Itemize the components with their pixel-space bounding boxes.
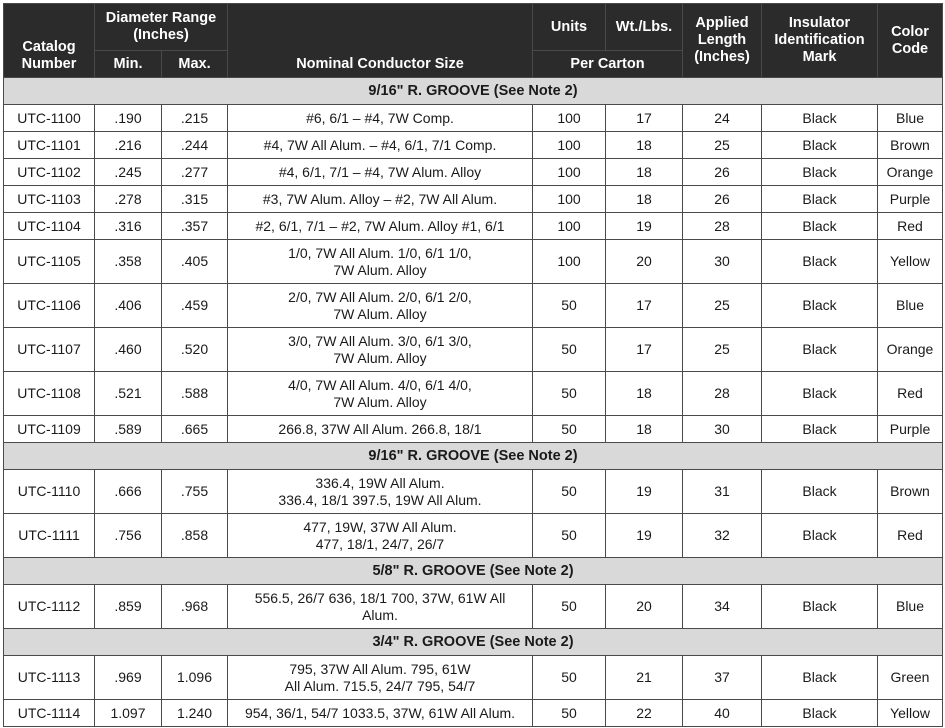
catalog-cell: UTC-1103 bbox=[4, 186, 95, 213]
weight-cell: 19 bbox=[606, 213, 683, 240]
catalog-cell: UTC-1112 bbox=[4, 585, 95, 629]
size-line-1: 477, 19W, 37W All Alum. bbox=[303, 518, 457, 535]
color-cell: Purple bbox=[878, 416, 943, 443]
group-row bbox=[4, 443, 943, 470]
length-cell: 28 bbox=[683, 372, 762, 416]
length-cell: 26 bbox=[683, 159, 762, 186]
size-cell: 954, 36/1, 54/7 1033.5, 37W, 61W All Alum. bbox=[228, 700, 533, 727]
size-cell: #6, 6/1 – #4, 7W Comp. bbox=[228, 105, 533, 132]
size-line-2: 7W Alum. Alloy bbox=[333, 261, 427, 278]
length-cell: 25 bbox=[683, 132, 762, 159]
weight-cell: 18 bbox=[606, 132, 683, 159]
size-line-1: 4/0, 7W All Alum. 4/0, 6/1 4/0, bbox=[288, 376, 472, 393]
size-cell: #2, 6/1, 7/1 – #2, 7W Alum. Alloy #1, 6/1 bbox=[228, 213, 533, 240]
max-cell: .755 bbox=[162, 470, 228, 514]
length-cell: 34 bbox=[683, 585, 762, 629]
min-cell: .589 bbox=[95, 416, 162, 443]
size-cell: #4, 7W All Alum. – #4, 6/1, 7/1 Comp. bbox=[228, 132, 533, 159]
catalog-cell: UTC-1100 bbox=[4, 105, 95, 132]
mark-cell: Black bbox=[762, 372, 878, 416]
size-cell bbox=[228, 240, 533, 284]
units-cell: 100 bbox=[533, 240, 606, 284]
color-cell: Red bbox=[878, 213, 943, 240]
color-cell: Yellow bbox=[878, 700, 943, 727]
table-row bbox=[4, 240, 943, 284]
weight-cell: 18 bbox=[606, 159, 683, 186]
color-cell: Brown bbox=[878, 132, 943, 159]
catalog-cell: UTC-1104 bbox=[4, 213, 95, 240]
group-row bbox=[4, 558, 943, 585]
catalog-cell: UTC-1105 bbox=[4, 240, 95, 284]
length-cell: 24 bbox=[683, 105, 762, 132]
min-cell: .521 bbox=[95, 372, 162, 416]
color-cell: Blue bbox=[878, 585, 943, 629]
weight-cell: 19 bbox=[606, 470, 683, 514]
max-cell: .215 bbox=[162, 105, 228, 132]
units-cell: 50 bbox=[533, 416, 606, 443]
color-cell: Orange bbox=[878, 328, 943, 372]
mark-cell: Black bbox=[762, 186, 878, 213]
min-cell: .358 bbox=[95, 240, 162, 284]
group-title: 9/16" R. GROOVE (See Note 2) bbox=[4, 443, 943, 470]
units-cell: 50 bbox=[533, 514, 606, 558]
table-row bbox=[4, 284, 943, 328]
min-cell: .316 bbox=[95, 213, 162, 240]
size-line-1: 1/0, 7W All Alum. 1/0, 6/1 1/0, bbox=[288, 244, 472, 261]
size-line-2: 7W Alum. Alloy bbox=[333, 305, 427, 322]
size-cell: 266.8, 37W All Alum. 266.8, 18/1 bbox=[228, 416, 533, 443]
units-cell: 50 bbox=[533, 372, 606, 416]
length-cell: 30 bbox=[683, 416, 762, 443]
table-row bbox=[4, 159, 943, 186]
color-cell: Red bbox=[878, 372, 943, 416]
mark-cell: Black bbox=[762, 213, 878, 240]
catalog-cell: UTC-1106 bbox=[4, 284, 95, 328]
size-line-1: 795, 37W All Alum. 795, 61W bbox=[289, 660, 471, 677]
weight-cell: 21 bbox=[606, 656, 683, 700]
units-cell: 50 bbox=[533, 585, 606, 629]
weight-cell: 22 bbox=[606, 700, 683, 727]
max-cell: .244 bbox=[162, 132, 228, 159]
catalog-cell: UTC-1111 bbox=[4, 514, 95, 558]
units-cell: 100 bbox=[533, 213, 606, 240]
min-cell: .406 bbox=[95, 284, 162, 328]
size-line-1: 556.5, 26/7 636, 18/1 700, 37W, 61W All bbox=[254, 589, 506, 606]
min-cell: .859 bbox=[95, 585, 162, 629]
header-insulator-identification-mark: Insulator Identification Mark bbox=[762, 4, 878, 78]
color-cell: Green bbox=[878, 656, 943, 700]
color-cell: Brown bbox=[878, 470, 943, 514]
mark-cell: Black bbox=[762, 416, 878, 443]
header-color-code: Color Code bbox=[878, 4, 943, 78]
catalog-cell: UTC-1102 bbox=[4, 159, 95, 186]
catalog-cell: UTC-1110 bbox=[4, 470, 95, 514]
size-line-2: 336.4, 18/1 397.5, 19W All Alum. bbox=[278, 491, 482, 508]
max-cell: .277 bbox=[162, 159, 228, 186]
mark-cell: Black bbox=[762, 240, 878, 284]
weight-cell: 18 bbox=[606, 186, 683, 213]
units-cell: 50 bbox=[533, 700, 606, 727]
length-cell: 26 bbox=[683, 186, 762, 213]
units-cell: 100 bbox=[533, 186, 606, 213]
catalog-cell: UTC-1108 bbox=[4, 372, 95, 416]
weight-cell: 18 bbox=[606, 372, 683, 416]
size-cell bbox=[228, 656, 533, 700]
header-wt-lbs: Wt./Lbs. bbox=[606, 4, 683, 51]
length-cell: 25 bbox=[683, 284, 762, 328]
length-cell: 40 bbox=[683, 700, 762, 727]
weight-cell: 19 bbox=[606, 514, 683, 558]
length-cell: 31 bbox=[683, 470, 762, 514]
table-row bbox=[4, 105, 943, 132]
group-row bbox=[4, 629, 943, 656]
table-row bbox=[4, 132, 943, 159]
header-per-carton: Per Carton bbox=[533, 51, 683, 78]
mark-cell: Black bbox=[762, 328, 878, 372]
table-header bbox=[4, 4, 943, 78]
size-line-2: 477, 18/1, 24/7, 26/7 bbox=[315, 535, 445, 552]
group-row bbox=[4, 78, 943, 105]
max-cell: 1.096 bbox=[162, 656, 228, 700]
table-row bbox=[4, 416, 943, 443]
color-cell: Blue bbox=[878, 105, 943, 132]
catalog-cell: UTC-1101 bbox=[4, 132, 95, 159]
length-cell: 28 bbox=[683, 213, 762, 240]
size-cell bbox=[228, 372, 533, 416]
max-cell: .459 bbox=[162, 284, 228, 328]
header-applied-length: Applied Length (Inches) bbox=[683, 4, 762, 78]
size-line-1: 2/0, 7W All Alum. 2/0, 6/1 2/0, bbox=[288, 288, 472, 305]
size-cell bbox=[228, 328, 533, 372]
table-row bbox=[4, 186, 943, 213]
max-cell: 1.240 bbox=[162, 700, 228, 727]
header-diameter-range: Diameter Range (Inches) bbox=[95, 4, 228, 51]
size-cell bbox=[228, 284, 533, 328]
mark-cell: Black bbox=[762, 159, 878, 186]
max-cell: .405 bbox=[162, 240, 228, 284]
mark-cell: Black bbox=[762, 514, 878, 558]
table-row bbox=[4, 213, 943, 240]
units-cell: 100 bbox=[533, 159, 606, 186]
weight-cell: 18 bbox=[606, 416, 683, 443]
max-cell: .357 bbox=[162, 213, 228, 240]
table-row bbox=[4, 514, 943, 558]
length-cell: 37 bbox=[683, 656, 762, 700]
mark-cell: Black bbox=[762, 700, 878, 727]
mark-cell: Black bbox=[762, 132, 878, 159]
units-cell: 100 bbox=[533, 132, 606, 159]
size-line-1: 336.4, 19W All Alum. bbox=[315, 474, 445, 491]
header-units: Units bbox=[533, 4, 606, 51]
mark-cell: Black bbox=[762, 585, 878, 629]
units-cell: 50 bbox=[533, 656, 606, 700]
mark-cell: Black bbox=[762, 470, 878, 514]
table-row bbox=[4, 656, 943, 700]
size-cell bbox=[228, 514, 533, 558]
units-cell: 50 bbox=[533, 328, 606, 372]
header-max: Max. bbox=[162, 51, 228, 78]
units-cell: 50 bbox=[533, 284, 606, 328]
max-cell: .968 bbox=[162, 585, 228, 629]
min-cell: .460 bbox=[95, 328, 162, 372]
header-catalog-number: Catalog Number bbox=[4, 4, 95, 78]
max-cell: .520 bbox=[162, 328, 228, 372]
max-cell: .315 bbox=[162, 186, 228, 213]
max-cell: .588 bbox=[162, 372, 228, 416]
group-title: 9/16" R. GROOVE (See Note 2) bbox=[4, 78, 943, 105]
table-row bbox=[4, 372, 943, 416]
size-line-2: 7W Alum. Alloy bbox=[333, 349, 427, 366]
length-cell: 25 bbox=[683, 328, 762, 372]
table-row bbox=[4, 470, 943, 514]
size-line-2: Alum. bbox=[362, 606, 398, 623]
weight-cell: 17 bbox=[606, 328, 683, 372]
group-title: 5/8" R. GROOVE (See Note 2) bbox=[4, 558, 943, 585]
color-cell: Purple bbox=[878, 186, 943, 213]
size-cell bbox=[228, 470, 533, 514]
length-cell: 32 bbox=[683, 514, 762, 558]
weight-cell: 17 bbox=[606, 284, 683, 328]
weight-cell: 20 bbox=[606, 240, 683, 284]
min-cell: .278 bbox=[95, 186, 162, 213]
size-cell: #4, 6/1, 7/1 – #4, 7W Alum. Alloy bbox=[228, 159, 533, 186]
catalog-cell: UTC-1114 bbox=[4, 700, 95, 727]
group-title: 3/4" R. GROOVE (See Note 2) bbox=[4, 629, 943, 656]
table-row bbox=[4, 585, 943, 629]
size-line-2: All Alum. 715.5, 24/7 795, 54/7 bbox=[284, 677, 476, 694]
table-row bbox=[4, 700, 943, 727]
header-nominal-conductor-size: Nominal Conductor Size bbox=[228, 4, 533, 78]
header-min: Min. bbox=[95, 51, 162, 78]
weight-cell: 17 bbox=[606, 105, 683, 132]
catalog-cell: UTC-1107 bbox=[4, 328, 95, 372]
min-cell: .245 bbox=[95, 159, 162, 186]
mark-cell: Black bbox=[762, 656, 878, 700]
min-cell: .666 bbox=[95, 470, 162, 514]
size-cell: #3, 7W Alum. Alloy – #2, 7W All Alum. bbox=[228, 186, 533, 213]
mark-cell: Black bbox=[762, 105, 878, 132]
units-cell: 100 bbox=[533, 105, 606, 132]
mark-cell: Black bbox=[762, 284, 878, 328]
min-cell: .216 bbox=[95, 132, 162, 159]
size-line-1: 3/0, 7W All Alum. 3/0, 6/1 3/0, bbox=[288, 332, 472, 349]
max-cell: .665 bbox=[162, 416, 228, 443]
min-cell: .756 bbox=[95, 514, 162, 558]
color-cell: Yellow bbox=[878, 240, 943, 284]
max-cell: .858 bbox=[162, 514, 228, 558]
size-line-2: 7W Alum. Alloy bbox=[333, 393, 427, 410]
color-cell: Orange bbox=[878, 159, 943, 186]
min-cell: .969 bbox=[95, 656, 162, 700]
size-cell bbox=[228, 585, 533, 629]
min-cell: 1.097 bbox=[95, 700, 162, 727]
color-cell: Blue bbox=[878, 284, 943, 328]
min-cell: .190 bbox=[95, 105, 162, 132]
length-cell: 30 bbox=[683, 240, 762, 284]
color-cell: Red bbox=[878, 514, 943, 558]
table-row bbox=[4, 328, 943, 372]
weight-cell: 20 bbox=[606, 585, 683, 629]
units-cell: 50 bbox=[533, 470, 606, 514]
catalog-cell: UTC-1109 bbox=[4, 416, 95, 443]
table-body bbox=[4, 78, 943, 727]
conductor-spec-table bbox=[3, 3, 943, 727]
catalog-cell: UTC-1113 bbox=[4, 656, 95, 700]
